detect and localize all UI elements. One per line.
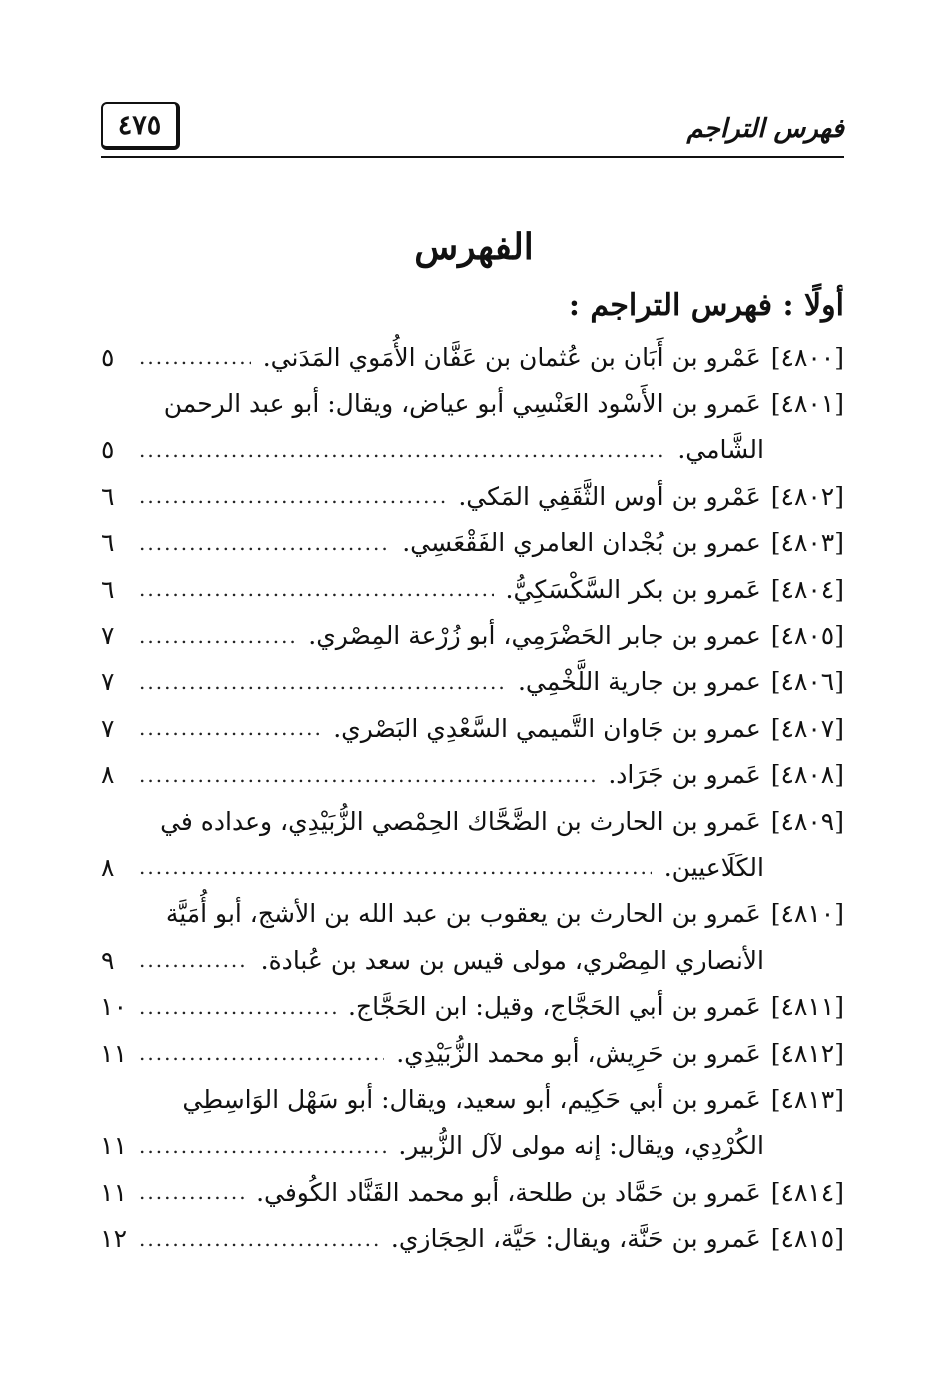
index-entry [101,520,844,566]
entry-number: [٤٨١٠] [770,899,844,929]
index-entry-line [101,983,844,1029]
index-entry-line [101,752,844,798]
page-number: ٤٧٥ [101,102,180,150]
index-entry [101,334,844,380]
entry-text: الكُرْدِي، ويقال: إنه مولى لآل الزُّبير. [398,1131,764,1161]
index-entry-line [101,798,844,844]
entry-text: عَمرو بن بكر السَّكْسَكِيُّ. [505,574,761,604]
index-entry [101,1169,844,1215]
index-entry-line [101,520,844,566]
entry-page-number: ٨ [101,852,115,882]
entry-page-number: ١٢ [100,1224,127,1254]
entry-text: عمرو بن جارية اللَّخْمِي. [517,667,761,697]
entry-number: [٤٨٠٧] [770,713,844,743]
dot-leader [139,345,251,369]
index-entry [101,983,844,1029]
header-divider [101,156,844,158]
entry-text: عَمْرو بن أوس الثَّقَفِي المَكي. [458,481,761,511]
index-entry [101,1076,844,1169]
index-entry-continuation [101,1123,844,1169]
subsection-title: أولًا : فهرس التراجم : [568,288,844,323]
entry-text: عمرو بن جَاوان التَّميمي السَّعْدِي البَصْري. [333,713,761,743]
entry-text: عَمرو بن الحارث بن يعقوب بن عبد الله بن الأشج، أبو أُمَيَّة [165,899,761,929]
entry-page-number: ٥ [101,342,115,372]
dot-leader [139,577,494,601]
index-entry [101,1030,844,1076]
index-entry-line [101,1030,844,1076]
entry-number: [٤٨١٢] [770,1038,844,1068]
entry-page-number: ١١ [100,1131,127,1161]
dot-leader [139,1134,386,1158]
entry-text: عَمْرو بن أَبَان بن عُثمان بن عَفَّان الأُمَوي المَدَني. [262,342,761,372]
entry-page-number: ٧ [101,667,115,697]
dot-leader [139,531,390,555]
index-entry [101,380,844,473]
entry-number: [٤٨١١] [770,992,844,1022]
entry-text: عَمرو بن الأَسْود العَنْسِي أبو عياض، ويقال: أبو عبد الرحمن [163,389,761,419]
entry-page-number: ٦ [101,574,115,604]
index-entry-continuation [101,427,844,473]
index-entry-line [101,659,844,705]
index-entry [101,705,844,751]
entry-text: عَمرو بن أبي حَكِيم، أبو سعيد، ويقال: أبو سَهْل الوَاسِطِي [182,1084,761,1114]
running-header-title: فهرس التراجم [686,114,844,144]
entry-page-number: ٨ [101,760,115,790]
index-entry-line [101,1215,844,1261]
section-title: الفهرس [414,226,534,268]
dot-leader [139,624,296,648]
dot-leader [139,1227,379,1251]
dot-leader [139,1180,244,1204]
entry-text: الأنصاري المِصْري، مولى قيس بن سعد بن عُبادة. [260,945,764,975]
index-entry-line [101,705,844,751]
entry-number: [٤٨٠٣] [770,528,844,558]
entry-text: عَمرو بن الحارث بن الضَّحَّاك الحِمْصي الزُّبَيْدِي، وعداده في [160,806,761,836]
entry-page-number: ١١ [100,1177,127,1207]
entry-text: عَمرو بن أبي الحَجَّاج، وقيل: ابن الحَجَّاج. [348,992,761,1022]
index-entry-line [101,334,844,380]
entry-number: [٤٨٠٠] [770,342,844,372]
entry-number: [٤٨٠١] [770,389,844,419]
entry-page-number: ١١ [100,1038,127,1068]
index-entry [101,1215,844,1261]
dot-leader [139,763,596,787]
dot-leader [139,670,506,694]
entry-text: عَمرو بن حَمَّاد بن طلحة، أبو محمد القَنَّاد الكُوفي. [256,1177,761,1207]
entry-text: عمرو بن جابر الحَضْرَمِي، أبو زُرْعة المِصْري. [308,621,761,651]
entry-text: عمرو بن بُجْدان العامري الفَقْعَسِي. [402,528,761,558]
index-entry-line [101,612,844,658]
index-entry-line [101,566,844,612]
entry-page-number: ٧ [101,621,115,651]
dot-leader [139,855,652,879]
dot-leader [139,438,665,462]
index-entry-line [101,473,844,519]
entry-page-number: ٩ [101,945,115,975]
entry-number: [٤٨٠٤] [770,574,844,604]
entry-number: [٤٨٠٩] [770,806,844,836]
index-entry [101,798,844,891]
index-entry-line [101,1076,844,1122]
entry-page-number: ٦ [101,481,115,511]
index-entry [101,659,844,705]
index-entry-line [101,380,844,426]
index-entries-list [101,334,844,1262]
entry-text: عَمرو بن جَرَاد. [608,760,761,790]
dot-leader [139,1041,384,1065]
index-entry [101,566,844,612]
dot-leader [139,484,446,508]
entry-number: [٤٨٠٢] [770,481,844,511]
index-entry [101,473,844,519]
entry-page-number: ١٠ [100,992,127,1022]
index-entry-continuation [101,937,844,983]
entry-number: [٤٨١٥] [770,1224,844,1254]
index-entry-continuation [101,844,844,890]
entry-number: [٤٨١٣] [770,1084,844,1114]
dot-leader [139,716,321,740]
dot-leader [139,948,249,972]
entry-text: الشَّامي. [677,435,764,465]
entry-number: [٤٨١٤] [770,1177,844,1207]
index-entry [101,612,844,658]
index-entry [101,752,844,798]
index-entry [101,891,844,984]
index-entry-line [101,891,844,937]
entry-number: [٤٨٠٨] [770,760,844,790]
dot-leader [139,995,336,1019]
entry-page-number: ٧ [101,713,115,743]
index-entry-line [101,1169,844,1215]
entry-text: الكَلَاعيين. [663,852,764,882]
entry-text: عَمرو بن حَنَّة، ويقال: حَيَّة، الحِجَازي. [390,1224,761,1254]
entry-text: عَمرو بن حَرِيش، أبو محمد الزُّبَيْدِي. [396,1038,761,1068]
entry-number: [٤٨٠٥] [770,621,844,651]
entry-number: [٤٨٠٦] [770,667,844,697]
entry-page-number: ٥ [101,435,115,465]
entry-page-number: ٦ [101,528,115,558]
